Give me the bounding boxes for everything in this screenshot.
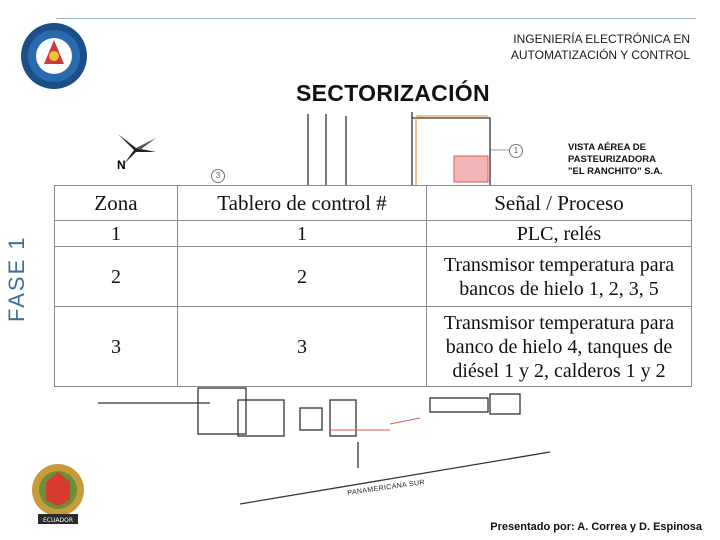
plan-caption: VISTA AÉREA DE PASTEURIZADORA "EL RANCHITO" S.A.	[568, 142, 663, 177]
header-divider	[56, 18, 696, 19]
cell-senal: Transmisor temperatura para bancos de hielo 1, 2, 3, 5	[427, 247, 692, 307]
cell-tablero: 1	[178, 221, 427, 247]
zone-marker-1: 1	[509, 144, 523, 158]
header-zona: Zona	[55, 186, 178, 221]
header-senal: Señal / Proceso	[427, 186, 692, 221]
cell-zona: 3	[55, 307, 178, 387]
cell-tablero: 2	[178, 247, 427, 307]
university-seal	[20, 462, 98, 526]
table-header-row	[55, 186, 692, 221]
presenter-credit: Presentado por: A. Correa y D. Espinosa	[490, 521, 702, 533]
zones-table	[54, 185, 692, 387]
cell-senal: Transmisor temperatura para banco de hielo 4, tanques de diésel 1 y 2, calderos 1 y 2	[427, 307, 692, 387]
table-row	[55, 247, 692, 307]
institution-title: INGENIERÍA ELECTRÓNICA EN AUTOMATIZACIÓN Y CONTROL	[510, 32, 690, 62]
section-title: SECTORIZACIÓN	[296, 80, 490, 106]
cell-senal: PLC, relés	[427, 221, 692, 247]
phase-label: FASE 1	[4, 235, 29, 322]
north-label: N	[117, 158, 126, 172]
table-row	[55, 307, 692, 387]
svg-text:ECUADOR: ECUADOR	[43, 517, 73, 524]
road-label: PANAMERICANA SUR	[347, 479, 426, 497]
header-tablero: Tablero de control #	[178, 186, 427, 221]
cell-zona: 1	[55, 221, 178, 247]
zone-marker-3: 3	[211, 169, 225, 183]
institution-logo	[18, 18, 90, 98]
table-row	[55, 221, 692, 247]
cell-tablero: 3	[178, 307, 427, 387]
cell-zona: 2	[55, 247, 178, 307]
